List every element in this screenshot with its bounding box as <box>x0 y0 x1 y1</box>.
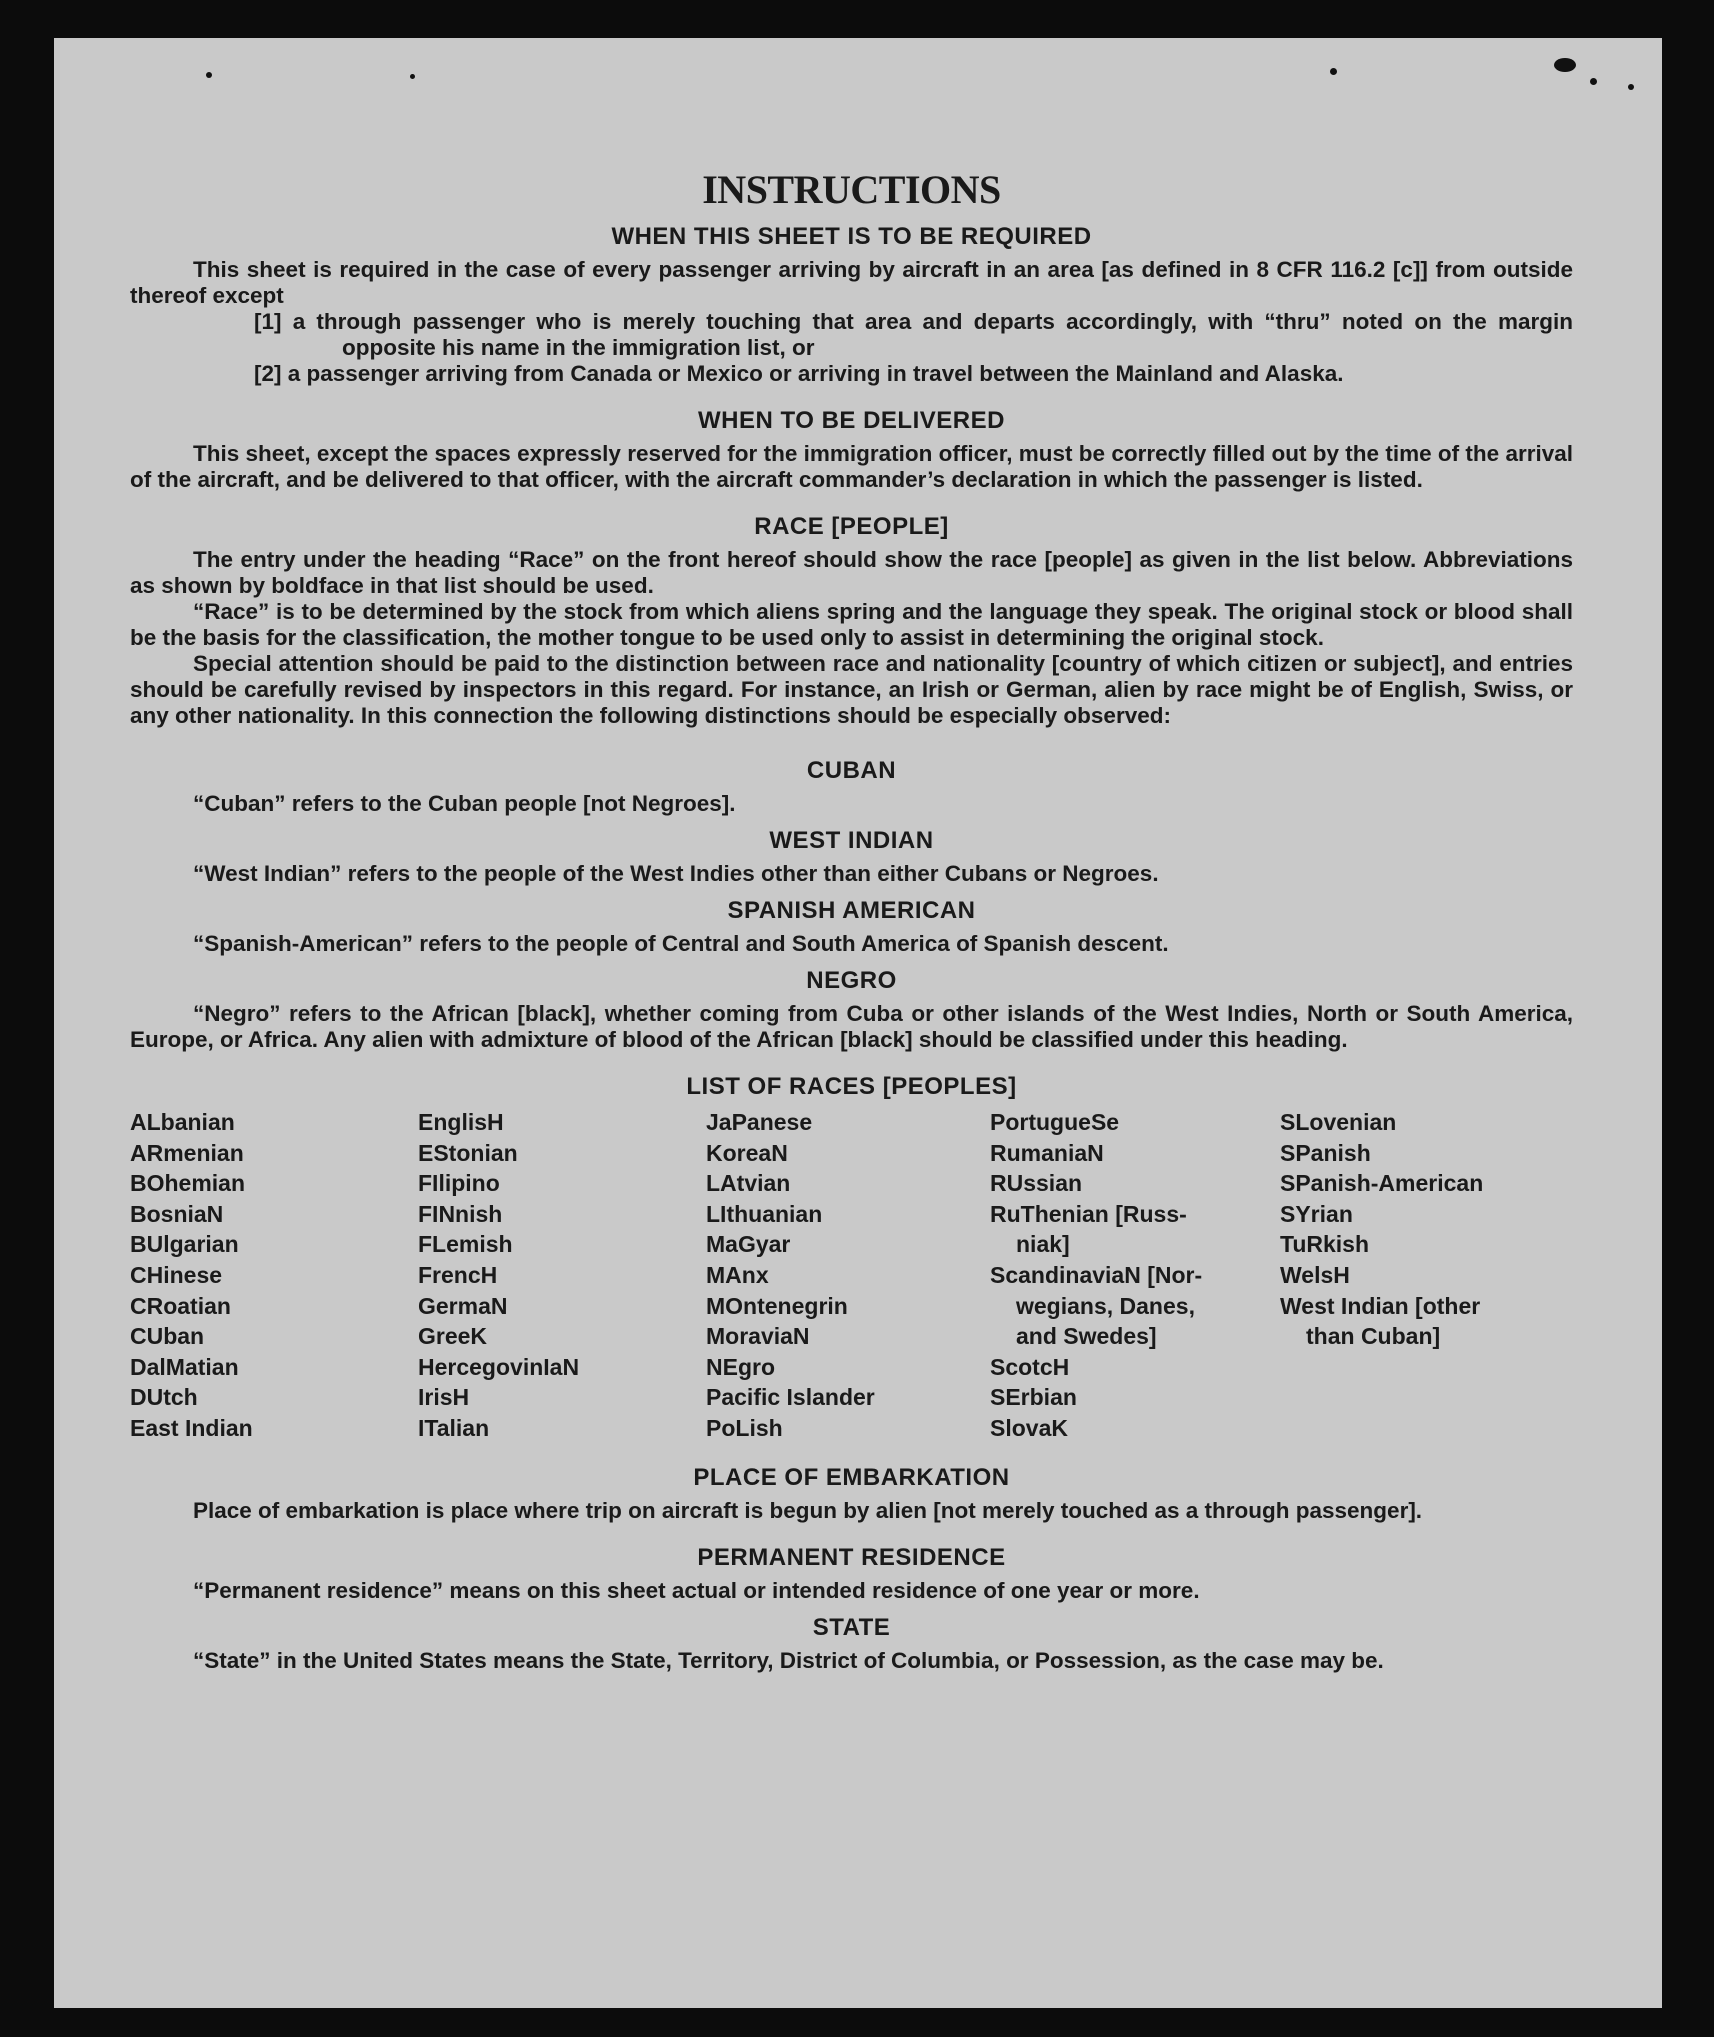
race-entry: RuThenian [Russ- <box>990 1200 1187 1227</box>
race-paragraph-1: The entry under the heading “Race” on the front hereof should show the race [people] as given in the list below. Abbreviations as shown by boldface in that list should be used. <box>130 547 1573 598</box>
races-list <box>130 1107 1573 1444</box>
race-entry: EStonian <box>418 1139 518 1166</box>
races-column-1 <box>130 1107 418 1444</box>
race-entry: CRoatian <box>130 1292 231 1319</box>
race-entry: LAtvian <box>706 1170 791 1197</box>
race-entry: SPanish <box>1280 1139 1371 1166</box>
race-entry: ScandinaviaN [Nor- <box>990 1261 1203 1288</box>
ink-speck <box>1628 84 1634 90</box>
race-entry: ALbanian <box>130 1109 235 1135</box>
race-entry: HercegovinIaN <box>418 1353 580 1380</box>
heading-negro: NEGRO <box>806 967 897 994</box>
race-entry: TuRkish <box>1280 1231 1370 1258</box>
race-entry: FrencH <box>418 1261 498 1288</box>
race-entry: IrisH <box>418 1384 470 1411</box>
instructions-content <box>130 130 1573 1674</box>
race-entry: RUssian <box>990 1170 1083 1197</box>
heading-spanish-american: SPANISH AMERICAN <box>727 897 976 924</box>
race-entry: MAnx <box>706 1261 769 1288</box>
residence-text: “Permanent residence” means on this sheet actual or intended residence of one year or more. <box>193 1577 1200 1603</box>
document-page <box>54 38 1662 2008</box>
race-entry: SErbian <box>990 1384 1077 1411</box>
ink-speck <box>1330 68 1337 75</box>
exception-item-1: [1] a through passenger who is merely touching that area and departs accordingly, with “thru” noted on the margin opposite his name in the immigration list, or <box>254 309 1573 360</box>
race-entry: DUtch <box>130 1384 198 1411</box>
race-entry: KoreaN <box>706 1139 788 1166</box>
race-paragraph-3: Special attention should be paid to the distinction between race and nationality [country of which citizen or subject], and entries should be carefully revised by inspectors in this regard. For instance, an Irish or German, alien by race might be of English, Swiss, or any other nationality. In this connection the following distinctions should be especially observed: <box>130 651 1573 728</box>
race-entry: NEgro <box>706 1353 775 1380</box>
embarkation-text: Place of embarkation is place where trip on aircraft is begun by alien [not merely touched as a through passenger]. <box>193 1497 1423 1523</box>
races-column-4 <box>990 1107 1280 1444</box>
cuban-text: “Cuban” refers to the Cuban people [not Negroes]. <box>193 791 736 816</box>
race-entry: BosniaN <box>130 1200 224 1227</box>
heading-list-of-races: LIST OF RACES [PEOPLES] <box>686 1073 1017 1100</box>
race-entry: FLemish <box>418 1231 513 1258</box>
race-entry: CHinese <box>130 1261 223 1288</box>
race-entry: EnglisH <box>418 1109 504 1135</box>
heading-race: RACE [PEOPLE] <box>754 513 949 540</box>
races-column-3 <box>706 1107 990 1444</box>
race-entry: FIlipino <box>418 1170 500 1197</box>
spanish-american-text: “Spanish-American” refers to the people of Central and South America of Spanish descent. <box>193 931 1169 956</box>
race-paragraph-2: “Race” is to be determined by the stock from which aliens spring and the language they speak. The original stock or blood shall be the basis for the classification, the mother tongue to be used only to assist in determining the original stock. <box>130 599 1573 650</box>
race-entry: Pacific Islander <box>706 1384 875 1411</box>
race-entry: RumaniaN <box>990 1139 1104 1166</box>
heading-when-delivered: WHEN TO BE DELIVERED <box>698 407 1005 434</box>
heading-permanent-residence: PERMANENT RESIDENCE <box>697 1543 1006 1571</box>
race-entry: PortugueSe <box>990 1109 1120 1135</box>
ink-speck <box>410 74 415 79</box>
race-entry-continuation: wegians, Danes, <box>1016 1292 1195 1319</box>
heading-place-of-embarkation: PLACE OF EMBARKATION <box>693 1463 1010 1491</box>
ink-speck <box>1554 58 1576 72</box>
page-title: INSTRUCTIONS <box>702 167 1001 212</box>
race-entry: LIthuanian <box>706 1200 823 1227</box>
heading-cuban: CUBAN <box>806 757 897 784</box>
race-entry: ARmenian <box>130 1139 244 1166</box>
race-entry: MOntenegrin <box>706 1292 848 1319</box>
race-entry-continuation: niak] <box>1016 1231 1070 1258</box>
ink-speck <box>206 72 212 78</box>
race-entry-continuation: than Cuban] <box>1306 1323 1441 1350</box>
race-entry-continuation: and Swedes] <box>1016 1323 1157 1350</box>
when-delivered-text: This sheet, except the spaces expressly reserved for the immigration officer, must be correctly filled out by the time of the arrival of the aircraft, and be delivered to that officer, with the aircraft commander’s declaration in which the passenger is listed. <box>130 441 1573 492</box>
heading-west-indian: WEST INDIAN <box>769 827 934 854</box>
race-entry: SYrian <box>1280 1200 1353 1227</box>
exception-item-2: [2] a passenger arriving from Canada or Mexico or arriving in travel between the Mainland and Alaska. <box>254 361 1344 386</box>
heading-when-required: WHEN THIS SHEET IS TO BE REQUIRED <box>611 223 1092 250</box>
races-column-2 <box>418 1107 706 1444</box>
race-entry: FINnish <box>418 1200 503 1227</box>
west-indian-text: “West Indian” refers to the people of the West Indies other than either Cubans or Negroes. <box>193 861 1159 886</box>
race-entry: PoLish <box>706 1414 783 1441</box>
race-entry: SLovenian <box>1280 1109 1397 1135</box>
race-entry: GreeK <box>418 1323 488 1350</box>
race-entry: ITalian <box>418 1414 490 1441</box>
race-entry: ScotcH <box>990 1353 1070 1380</box>
race-entry: GermaN <box>418 1292 508 1319</box>
race-entry: MaGyar <box>706 1231 791 1258</box>
race-entry: JaPanese <box>706 1109 813 1135</box>
ink-speck <box>1590 78 1597 85</box>
race-entry: BUlgarian <box>130 1231 239 1258</box>
race-entry: MoraviaN <box>706 1323 810 1350</box>
heading-state: STATE <box>812 1613 891 1641</box>
state-text: “State” in the United States means the State, Territory, District of Columbia, or Possession, as the case may be. <box>193 1647 1384 1673</box>
race-entry: SlovaK <box>990 1414 1068 1441</box>
when-required-intro: This sheet is required in the case of every passenger arriving by aircraft in an area [as defined in 8 CFR 116.2 [c]] from outside thereof except <box>130 257 1573 308</box>
race-entry: WelsH <box>1280 1261 1350 1288</box>
race-entry: West Indian [other <box>1280 1292 1481 1319</box>
race-entry: SPanish-American <box>1280 1170 1484 1197</box>
race-entry: BOhemian <box>130 1170 246 1197</box>
negro-text: “Negro” refers to the African [black], whether coming from Cuba or other islands of the West Indies, North or South America, Europe, or Africa. Any alien with admixture of blood of the African [black] should be classified under this heading. <box>130 1001 1573 1052</box>
races-column-5 <box>1280 1107 1580 1444</box>
race-entry: DalMatian <box>130 1353 239 1380</box>
race-entry: East Indian <box>130 1414 253 1441</box>
race-entry: CUban <box>130 1323 205 1350</box>
